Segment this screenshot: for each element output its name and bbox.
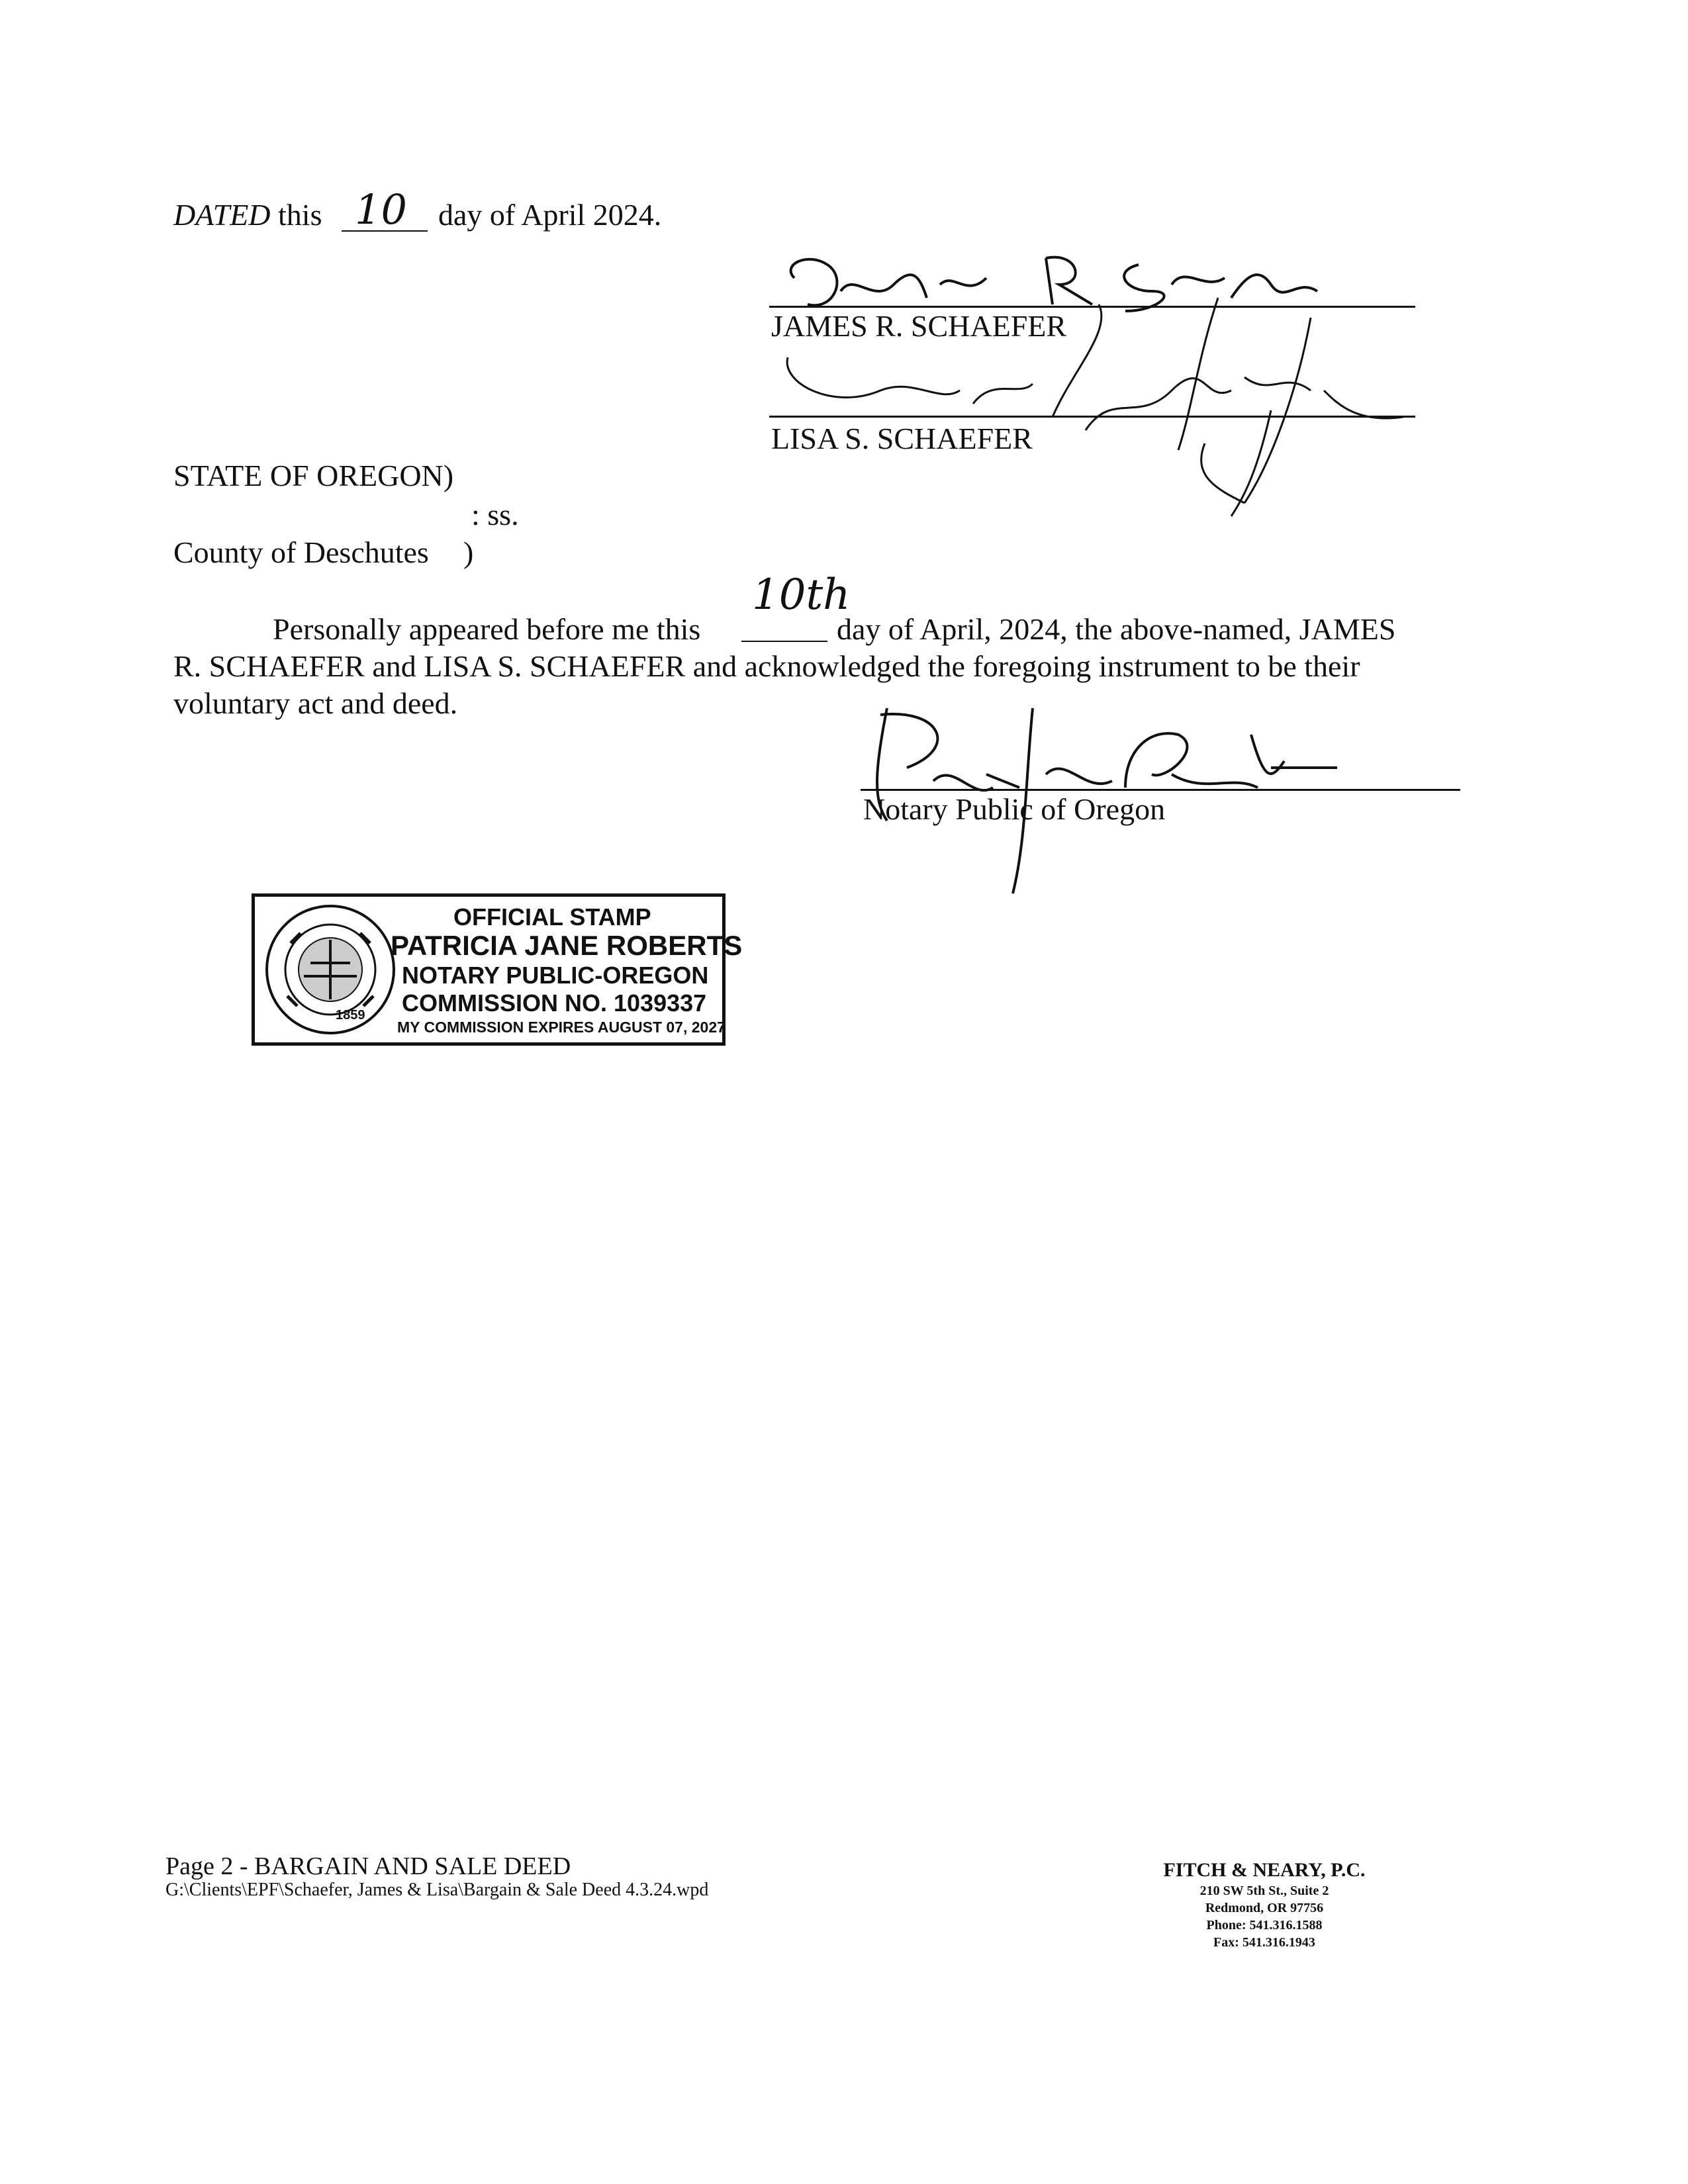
- dated-day-handwritten: 10: [355, 185, 407, 234]
- ack-line1-before: Personally appeared before me this: [273, 612, 701, 646]
- ack-line2: R. SCHAEFER and LISA S. SCHAEFER and acknowledged the foregoing instrument to be their: [173, 649, 1360, 683]
- seal-year: 1859: [336, 1008, 365, 1023]
- dated-word: DATED: [173, 198, 271, 232]
- dated-after: day of April 2024.: [438, 198, 662, 232]
- notary-title: Notary Public of Oregon: [863, 792, 1166, 826]
- notary-stamp: [252, 893, 743, 1046]
- stamp-line-1: OFFICIAL STAMP: [453, 903, 651, 931]
- stamp-line-4: COMMISSION NO. 1039337: [402, 989, 707, 1017]
- oregon-seal-icon: [264, 903, 397, 1036]
- venue-county-paren: ): [463, 535, 474, 569]
- ack-line1-after: day of April, 2024, the above-named, JAMES: [837, 612, 1396, 646]
- firm-name: FITCH & NEARY, P.C.: [1163, 1859, 1366, 1881]
- dated-line: [173, 200, 322, 230]
- venue-state: STATE OF OREGON): [173, 459, 454, 492]
- ack-line3: voluntary act and deed.: [173, 686, 458, 720]
- lisa-signature-line: [769, 416, 1415, 418]
- firm-phone: Phone: 541.316.1588: [1206, 1918, 1323, 1933]
- venue-county: County of Deschutes: [173, 535, 429, 569]
- ack-day-blank: [741, 641, 827, 642]
- firm-address-2: Redmond, OR 97756: [1205, 1901, 1324, 1915]
- stamp-line-5: MY COMMISSION EXPIRES AUGUST 07, 2027: [397, 1019, 726, 1036]
- stamp-line-3: NOTARY PUBLIC-OREGON: [402, 962, 709, 989]
- firm-address-1: 210 SW 5th St., Suite 2: [1199, 1884, 1329, 1898]
- stamp-line-2: PATRICIA JANE ROBERTS: [391, 930, 743, 961]
- footer-file-path: G:\Clients\EPF\Schaefer, James & Lisa\Bargain & Sale Deed 4.3.24.wpd: [165, 1880, 709, 1900]
- firm-fax: Fax: 541.316.1943: [1213, 1935, 1315, 1950]
- dated-this: this: [278, 198, 322, 232]
- ack-day-handwritten: 10th: [752, 570, 851, 619]
- notary-signature-line: [861, 789, 1460, 791]
- lisa-printed-name: LISA S. SCHAEFER: [771, 422, 1033, 455]
- footer-page-label: Page 2 - BARGAIN AND SALE DEED: [165, 1852, 571, 1880]
- firm-block: [1125, 1858, 1403, 1951]
- lisa-signature: [741, 291, 1403, 529]
- james-printed-name: JAMES R. SCHAEFER: [771, 309, 1067, 343]
- venue-ss: : ss.: [471, 498, 519, 531]
